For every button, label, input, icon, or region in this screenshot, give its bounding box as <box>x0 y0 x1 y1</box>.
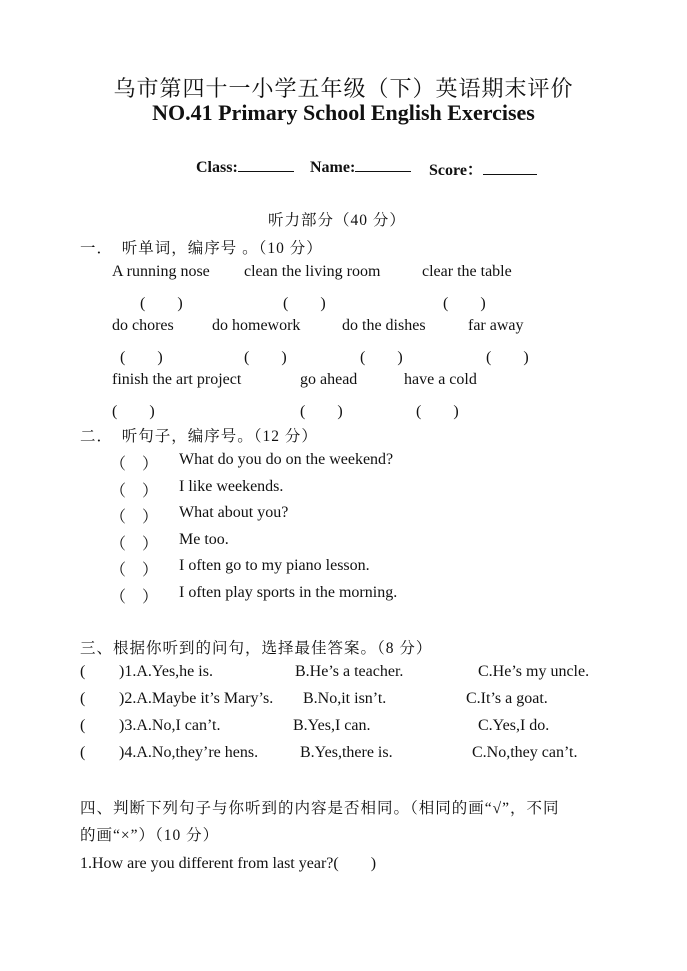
word-item: finish the art project <box>112 371 242 388</box>
question-option-b: B.No,it isn’t. <box>303 690 387 707</box>
sentence-item: Me too. <box>179 531 229 548</box>
sentence-item: I often go to my piano lesson. <box>179 557 370 574</box>
answer-paren[interactable]: （ ） <box>110 562 159 579</box>
sentence-item: What about you? <box>179 504 289 521</box>
question-option-a: )3.A.No,I can’t. <box>119 717 221 734</box>
section4-heading-line1: 四、判断下列句子与你听到的内容是否相同。（相同的画“√”，不同 <box>80 800 560 817</box>
question-option-c: C.Yes,I do. <box>478 717 550 734</box>
sentence-item: What do you do on the weekend? <box>179 451 394 468</box>
section4-heading-line2: 的画“×”）（10 分） <box>80 827 220 844</box>
answer-paren[interactable]: （ ） <box>110 589 159 606</box>
sentence-item: I like weekends. <box>179 478 284 495</box>
class-label: Class: <box>196 159 238 176</box>
answer-paren[interactable]: ( ) <box>300 403 343 420</box>
class-field <box>196 157 294 177</box>
answer-paren[interactable]: ( ) <box>140 295 183 312</box>
question-option-a: )1.A.Yes,he is. <box>119 663 213 680</box>
word-item: do the dishes <box>342 317 426 334</box>
word-item: clear the table <box>422 263 512 280</box>
answer-paren[interactable]: （ ） <box>110 483 159 500</box>
word-item: clean the living room <box>244 263 381 280</box>
answer-paren[interactable]: ( ) <box>486 349 529 366</box>
score-field <box>429 157 537 180</box>
answer-paren[interactable]: ( ) <box>443 295 486 312</box>
answer-paren[interactable]: ( <box>80 744 86 761</box>
question-option-b: B.Yes,I can. <box>293 717 371 734</box>
question-option-a: )4.A.No,they’re hens. <box>119 744 259 761</box>
answer-paren[interactable]: ( ) <box>244 349 287 366</box>
question-option-c: C.No,they can’t. <box>472 744 578 761</box>
answer-paren[interactable]: ( ) <box>416 403 459 420</box>
sentence-item: I often play sports in the morning. <box>179 584 398 601</box>
answer-paren[interactable]: （ ） <box>110 536 159 553</box>
name-label: Name: <box>310 159 356 176</box>
listening-header: 听力部分（40 分） <box>268 212 406 229</box>
class-blank[interactable] <box>238 157 294 172</box>
word-item: A running nose <box>112 263 210 280</box>
answer-paren[interactable]: ( <box>80 717 86 734</box>
question-option-c: C.It’s a goat. <box>466 690 548 707</box>
question-option-a: )2.A.Maybe it’s Mary’s. <box>119 690 274 707</box>
answer-paren[interactable]: ( <box>80 663 86 680</box>
answer-paren[interactable]: ( ) <box>283 295 326 312</box>
answer-paren[interactable]: ( ) <box>112 403 155 420</box>
question-option-c: C.He’s my uncle. <box>478 663 590 680</box>
question-option-b: B.Yes,there is. <box>300 744 393 761</box>
answer-paren[interactable]: ( ) <box>360 349 403 366</box>
title-chinese: 乌市第四十一小学五年级（下）英语期末评价 <box>113 76 574 101</box>
judgement-question: 1.How are you different from last year?( ) <box>80 855 377 872</box>
score-blank[interactable] <box>483 160 537 175</box>
name-blank[interactable] <box>355 157 411 172</box>
section1-heading: 一． 听单词，编序号 。（10 分） <box>80 240 323 257</box>
name-field <box>310 157 411 177</box>
section3-heading: 三、根据你听到的问句，选择最佳答案。（8 分） <box>80 640 433 657</box>
answer-paren[interactable]: ( ) <box>120 349 163 366</box>
title-english: NO.41 Primary School English Exercises <box>152 100 535 125</box>
question-option-b: B.He’s a teacher. <box>295 663 404 680</box>
word-item: do chores <box>112 317 174 334</box>
word-item: do homework <box>212 317 301 334</box>
section2-heading: 二． 听句子，编序号。（12 分） <box>80 428 318 445</box>
word-item: have a cold <box>404 371 477 388</box>
word-item: go ahead <box>300 371 358 388</box>
answer-paren[interactable]: ( <box>80 690 86 707</box>
answer-paren[interactable]: （ ） <box>110 456 159 473</box>
score-label: Score： <box>429 162 483 179</box>
answer-paren[interactable]: （ ） <box>110 509 159 526</box>
word-item: far away <box>468 317 524 334</box>
